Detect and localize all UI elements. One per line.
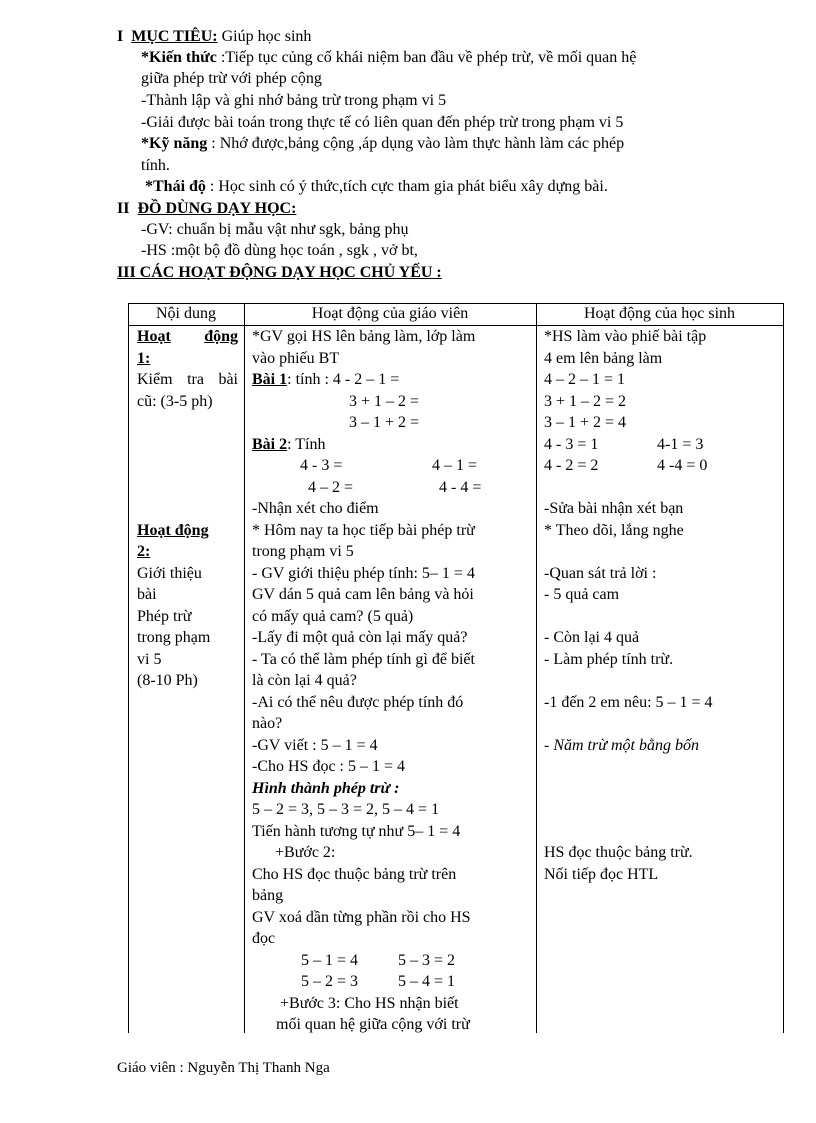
student-text: - Làm phép tính trừ. — [544, 651, 674, 668]
exercise-expression: 4 - 3 = — [300, 457, 343, 474]
table-border — [783, 303, 784, 1033]
knowledge-text-2: giữa phép trừ với phép cộng — [141, 70, 322, 87]
activity-1-duration: cũ: (3-5 ph) — [137, 393, 213, 410]
teacher-step: +Bước 2: — [275, 844, 336, 861]
knowledge-line — [141, 48, 636, 68]
materials-item: -GV: chuẩn bị mẫu vật như sgk, bảng phụ — [141, 221, 409, 238]
teacher-text: Cho HS đọc thuộc bảng trừ trên — [252, 866, 457, 883]
student-answer: 3 – 1 + 2 = 4 — [544, 414, 627, 431]
subtraction-fact: 5 – 4 = 1 — [398, 973, 456, 990]
attitude-text: : Học sinh có ý thức,tích cực tham gia phát biểu xây dựng bài. — [205, 178, 608, 195]
exercise-text: : tính : 4 - 2 – 1 = — [287, 371, 400, 388]
activity-1-desc — [137, 369, 238, 391]
teacher-text: mối quan hệ giữa cộng với trừ — [276, 1016, 470, 1033]
activity-1-title — [137, 326, 238, 348]
column-header: Nội dung — [156, 305, 216, 322]
desc-word: bài — [218, 371, 238, 388]
footer-teacher: Giáo viên : Nguyễn Thị Thanh Nga — [117, 1060, 330, 1076]
student-text: * Theo dõi, lắng nghe — [544, 522, 684, 539]
teacher-text: nào? — [252, 715, 283, 732]
skill-label: *Kỹ năng — [141, 135, 208, 152]
teacher-text: *GV gọi HS lên bảng làm, lớp làm — [252, 328, 476, 345]
teacher-text: đọc — [252, 930, 276, 947]
activity-2-desc: trong phạm — [137, 629, 211, 646]
teacher-text: GV xoá dần từng phần rồi cho HS — [252, 909, 471, 926]
student-answer: 4 -4 = 0 — [657, 457, 708, 474]
knowledge-label: *Kiến thức — [141, 49, 217, 66]
student-text: - 5 quả cam — [544, 586, 620, 603]
exercise-2 — [252, 434, 326, 456]
teacher-text: 5 – 2 = 3, 5 – 3 = 2, 5 – 4 = 1 — [252, 801, 440, 818]
materials-item: -HS :một bộ đồ dùng học toán , sgk , vở bt, — [141, 242, 418, 259]
table-border — [536, 303, 537, 1033]
skill-line — [141, 134, 624, 154]
objective-item: -Giải được bài toán trong thực tế có liên quan đến phép trừ trong phạm vi 5 — [141, 114, 624, 131]
student-text: Nối tiếp đọc HTL — [544, 866, 659, 883]
teacher-text: bảng — [252, 887, 284, 904]
skill-text: : Nhớ được,bảng cộng ,áp dụng vào làm thực hành làm các phép — [207, 135, 625, 152]
teacher-text: GV dán 5 quả cam lên bảng và hỏi — [252, 586, 474, 603]
activity-2-duration: (8-10 Ph) — [137, 672, 198, 689]
skill-text-2: tính. — [141, 157, 170, 174]
objective-item: -Thành lập và ghi nhớ bảng trừ trong phạm vi 5 — [141, 92, 447, 109]
teacher-text: - GV giới thiệu phép tính: 5– 1 = 4 — [252, 565, 475, 582]
section-subtitle: Giúp học sinh — [217, 28, 312, 45]
exercise-1 — [252, 369, 399, 391]
exercise-label: Bài 2 — [252, 436, 288, 453]
student-text: 4 em lên bảng làm — [544, 350, 663, 367]
table-border — [128, 303, 129, 1033]
exercise-expression: 4 – 1 = — [432, 457, 478, 474]
section-number: I — [117, 28, 124, 45]
subtraction-fact: 5 – 2 = 3 — [301, 973, 359, 990]
student-answer: 3 + 1 – 2 = 2 — [544, 393, 627, 410]
section-title: MỤC TIÊU: — [131, 28, 218, 45]
subtraction-fact: 5 – 3 = 2 — [398, 952, 456, 969]
teacher-text: -Lấy đi một quả còn lại mấy quả? — [252, 629, 468, 646]
student-text: HS đọc thuộc bảng trừ. — [544, 844, 693, 861]
teacher-text: Tiến hành tương tự như 5– 1 = 4 — [252, 823, 461, 840]
student-answer: 4 - 3 = 1 — [544, 436, 599, 453]
student-text: - Còn lại 4 quả — [544, 629, 640, 646]
teacher-subheading: Hình thành phép trừ : — [252, 780, 400, 797]
teacher-text: * Hôm nay ta học tiếp bài phép trừ — [252, 522, 475, 539]
desc-word: tra — [187, 371, 204, 388]
section-3-heading: III CÁC HOẠT ĐỘNG DẠY HỌC CHỦ YẾU : — [117, 264, 442, 281]
teacher-text: - Ta có thể làm phép tính gì để biết — [252, 651, 475, 668]
teacher-text: -GV viết : 5 – 1 = 4 — [252, 737, 378, 754]
teacher-text: vào phiếu BT — [252, 350, 340, 367]
exercise-label: Bài 1 — [252, 371, 288, 388]
subtraction-fact: 5 – 1 = 4 — [301, 952, 359, 969]
activity-2-desc: vi 5 — [137, 651, 162, 668]
teacher-text: -Nhận xét cho điểm — [252, 500, 379, 517]
exercise-expression: 3 + 1 – 2 = — [349, 393, 420, 410]
teacher-text: -Ai có thể nêu được phép tính đó — [252, 694, 464, 711]
activity-2-desc: Giới thiệu — [137, 565, 202, 582]
column-header: Hoạt động của giáo viên — [311, 305, 469, 322]
exercise-expression: 4 - 4 = — [439, 479, 482, 496]
activity-2-desc: Phép trừ — [137, 608, 192, 625]
student-answer: 4 – 2 – 1 = 1 — [544, 371, 626, 388]
section-title: ĐỒ DÙNG DẠY HỌC: — [137, 200, 297, 217]
table-border — [244, 303, 245, 1033]
teacher-text: -Cho HS đọc : 5 – 1 = 4 — [252, 758, 406, 775]
activity-2-number: 2: — [137, 543, 151, 560]
student-text: -Sửa bài nhận xét bạn — [544, 500, 684, 517]
student-text: *HS làm vào phiế bài tập — [544, 328, 707, 345]
column-header: Hoạt động của học sinh — [583, 305, 736, 322]
activity-2-title: Hoạt động — [137, 522, 209, 539]
student-text: -1 đến 2 em nêu: 5 – 1 = 4 — [544, 694, 713, 711]
student-text: - Năm trừ một bằng bốn — [544, 737, 699, 754]
attitude-label: *Thái độ — [145, 178, 206, 195]
teacher-text: là còn lại 4 quả? — [252, 672, 357, 689]
teacher-text: có mấy quả cam? (5 quả) — [252, 608, 414, 625]
attitude-line — [145, 177, 608, 197]
knowledge-text: :Tiếp tục củng cố khái niệm ban đầu về phép trừ, về mối quan hệ — [216, 49, 637, 66]
exercise-text: : Tính — [287, 436, 326, 453]
student-answer: 4 - 2 = 2 — [544, 457, 599, 474]
desc-word: Kiểm — [137, 371, 173, 388]
activity-1-number: 1: — [137, 350, 151, 367]
teacher-text: trong phạm vi 5 — [252, 543, 354, 560]
section-1-heading — [117, 27, 311, 47]
exercise-expression: 3 – 1 + 2 = — [349, 414, 420, 431]
activity-word: Hoạt — [137, 328, 171, 345]
section-number: II — [117, 200, 130, 217]
teacher-step: +Bước 3: Cho HS nhận biết — [280, 995, 459, 1012]
activity-word: động — [204, 328, 238, 345]
section-2-heading — [117, 199, 296, 219]
activity-2-desc: bài — [137, 586, 157, 603]
student-text: -Quan sát trả lời : — [544, 565, 657, 582]
student-answer: 4-1 = 3 — [657, 436, 704, 453]
lesson-activities-table — [128, 303, 784, 1033]
exercise-expression: 4 – 2 = — [308, 479, 354, 496]
